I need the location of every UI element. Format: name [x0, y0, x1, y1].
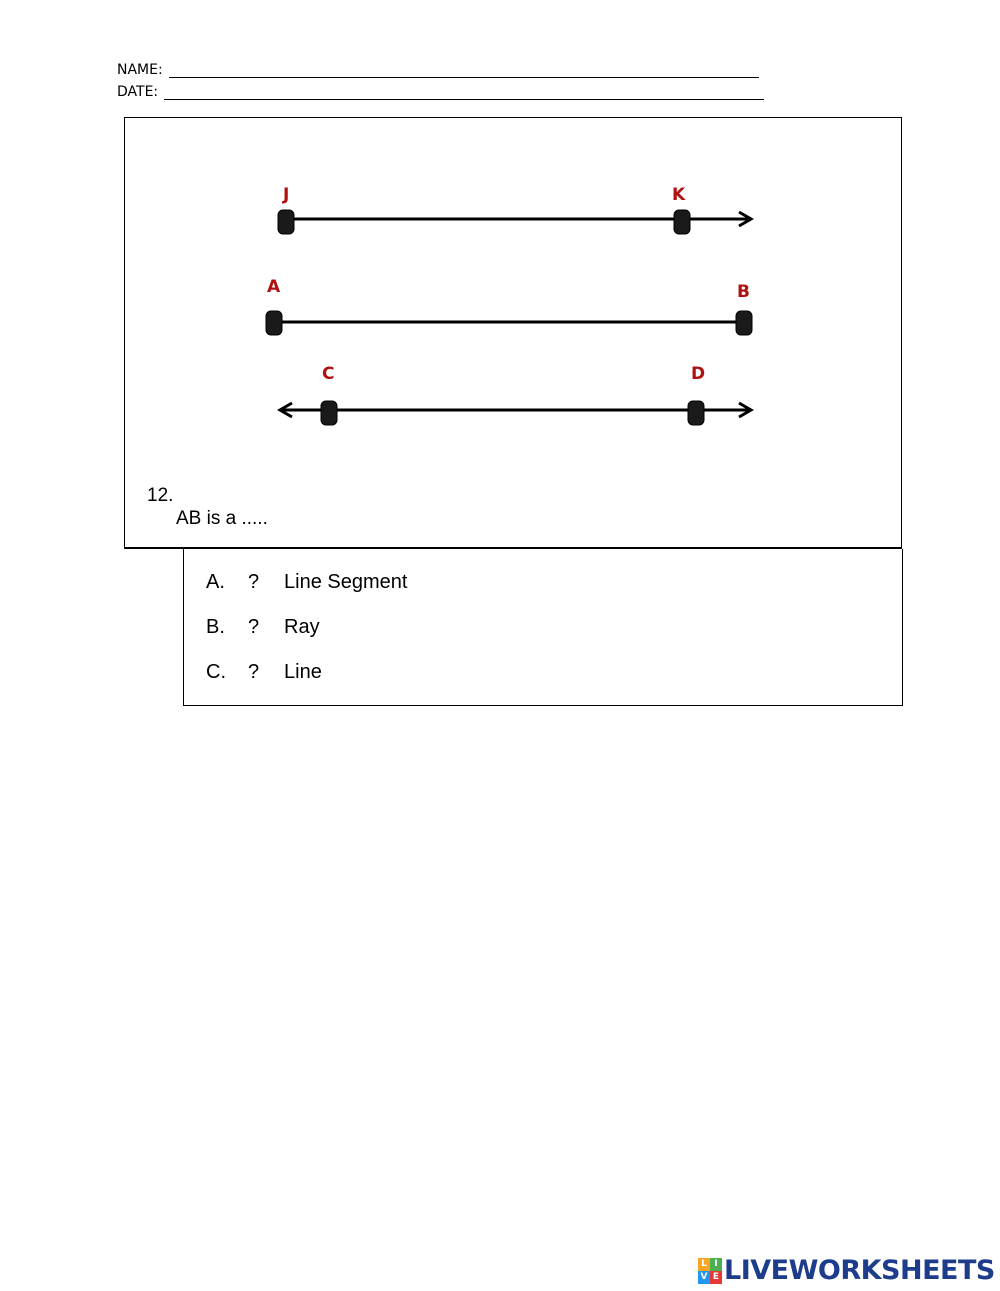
label-k: K: [672, 185, 686, 205]
option-b-letter: B.: [206, 616, 225, 638]
point-d: [688, 401, 704, 425]
option-a-letter: A.: [206, 571, 225, 593]
name-blank-line[interactable]: [169, 63, 759, 78]
brand-text: LIVEWORKSHEETS: [724, 1255, 995, 1286]
date-row: [117, 84, 764, 100]
question-number: 12.: [147, 485, 174, 506]
logo-letter-v: V: [698, 1271, 710, 1284]
segment-ab: [266, 277, 752, 335]
label-c: C: [322, 364, 335, 384]
question-box: [124, 117, 902, 549]
geometry-figure: [125, 118, 903, 448]
point-b: [736, 311, 752, 335]
option-c-text: Line: [284, 661, 322, 683]
logo-letter-e: E: [710, 1271, 722, 1284]
option-c-mark: ?: [248, 661, 260, 683]
logo-letter-l: L: [698, 1258, 710, 1271]
liveworksheets-brand[interactable]: [698, 1255, 995, 1286]
option-a[interactable]: [206, 571, 407, 594]
option-b-text: Ray: [284, 616, 320, 638]
point-k: [674, 210, 690, 234]
label-a: A: [267, 277, 281, 297]
point-a: [266, 311, 282, 335]
answers-box: [183, 549, 903, 706]
option-a-text: Line Segment: [284, 571, 408, 593]
point-j: [278, 210, 294, 234]
name-row: [117, 62, 759, 78]
name-label: NAME:: [117, 62, 163, 78]
option-c[interactable]: [206, 661, 322, 684]
date-label: DATE:: [117, 84, 159, 100]
option-b[interactable]: [206, 616, 320, 639]
option-a-mark: ?: [248, 571, 260, 593]
line-cd: [280, 364, 751, 425]
label-b: B: [737, 282, 750, 302]
label-d: D: [691, 364, 706, 384]
label-j: J: [283, 185, 290, 205]
option-c-letter: C.: [206, 661, 226, 683]
option-b-mark: ?: [248, 616, 260, 638]
liveworksheets-logo-icon: [698, 1258, 722, 1284]
question-text: AB is a .....: [176, 508, 268, 529]
logo-letter-i: I: [710, 1258, 722, 1271]
ray-jk: [278, 185, 751, 234]
date-blank-line[interactable]: [164, 85, 764, 100]
point-c: [321, 401, 337, 425]
